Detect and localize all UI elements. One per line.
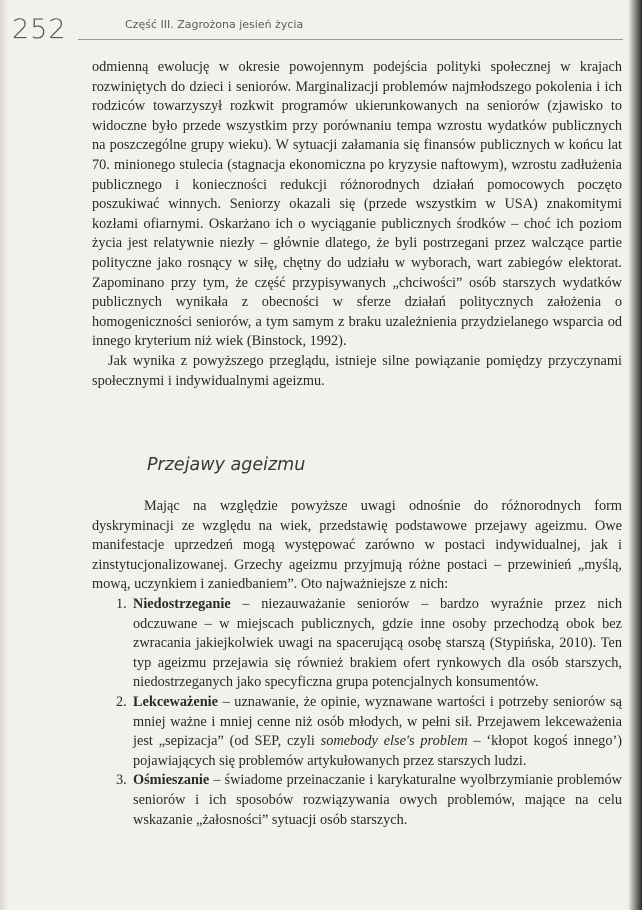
list-item-number: 3. <box>116 772 127 789</box>
list-item-term: Lekceważenie <box>133 693 218 710</box>
header-rule <box>78 39 623 40</box>
list-item-italic-phrase: somebody else's problem <box>320 733 468 750</box>
list-item-term: Ośmieszanie <box>133 772 210 789</box>
page-edge-shade-left <box>0 0 8 910</box>
running-head: Część III. Zagrożona jesień życia <box>125 18 304 31</box>
page-header <box>0 0 642 60</box>
list-item-text: – niezauważanie seniorów – bardzo wyraźnie przez nich odczuwane – w miejscach publicznych, gdzie inne osoby przechodzą obok bez zwracania jakiejkolwiek uwagi na spacerującą osobę starszą (Stypińska, 2010). Ten typ ageizmu przejawia się również brakiem ofert rynkowych dla osób starszych, niedostrzeganych jako specyficzna grupa potencjalnych konsumentów. <box>133 595 622 691</box>
ageism-forms-list <box>92 595 622 830</box>
list-item-number: 2. <box>116 693 127 710</box>
list-item-number: 1. <box>116 595 127 612</box>
page-edge-shadow-right <box>628 0 642 910</box>
paragraph: Jak wynika z powyższego przeglądu, istnieje silne powiązanie pomiędzy przyczynami społecznymi i indywidualnymi ageizmu. <box>92 352 622 389</box>
list-item <box>92 693 622 771</box>
list-item-term: Niedostrzeganie <box>133 595 231 612</box>
section-body <box>92 497 622 830</box>
page-number: 252 <box>12 14 67 45</box>
list-item <box>92 771 622 830</box>
list-item-text: – świadome przeinaczanie i karykaturalne wyolbrzymianie problemów seniorów i ich sposobów rozwiązywania owych problemów, mające na celu wskazanie „żałosności” sytuacji osób starszych. <box>133 772 622 828</box>
paragraph: odmienną ewolucję w okresie powojennym podejścia polityki społecznej w krajach rozwiniętych do dzieci i seniorów. Marginalizacji problemów najmłodszego pokolenia i ich rodziców towarzyszył rozkwit programów ukierunkowanych na seniorów (zjawisko to widoczne było przede wszystkim przy porównaniu tempa wzrostu wydatków publicznych na poszczególne grupy wieku). W sytuacji załamania się finansów publicznych w końcu lat 70. minionego stulecia (stagnacja ekonomiczna po kryzysie naftowym), wzrostu zadłużenia publicznego i konieczności redukcji różnorodnych działań pomocowych poczęto poszukiwać winnych. Seniorzy okazali się (przede wszystkim w USA) znakomitymi kozłami ofiarnymi. Oskarżano ich o wyciąganie publicznych środków – choć ich poziom życia jest relatywnie niezły – głównie dlatego, że byli postrzegani przez walczące partie polityczne jako rosnący w siłę, chętny do udziału w wyborach, wart zabiegów elektorat. Zapominano przy tym, że część przypisywanych „chciwości” osób starszych wydatków publicznych wynikała z obecności w sferze działań politycznych założenia o homogeniczności seniorów, a tym samym z braku uzależnienia przydzielanego wsparcia od innego kryterium niż wiek (Binstock, 1992). <box>92 59 622 350</box>
section-intro-paragraph: Mając na względzie powyższe uwagi odnośnie do różnorodnych form dyskryminacji ze względu na wiek, przedstawię podstawowe przejawy ageizmu. Owe manifestacje uprzedzeń mogą występować zarówno w postaci indywidualnej, jak i zinstytucjonalizowanej. Grzechy ageizmu przyjmują różne postaci – przewinień „myślą, mową, uczynkiem i zaniedbaniem”. Oto najważniejsze z nich: <box>92 498 622 593</box>
section-title: Przejawy ageizmu <box>147 455 306 475</box>
list-item-text: – uznawanie, że opinie, wyznawane wartości i potrzeby seniorów są mniej ważne i mniej cenne niż osób młodych, w pełni sił. Przejawem lekceważenia jest „sepizacja” (od SEP, czyli <box>133 693 622 750</box>
body-text <box>92 58 622 391</box>
list-item <box>92 595 622 693</box>
list-item-text: – ‘kłopot kogoś innego’) pojawiających się problemów artykułowanych przez starszych ludzi. <box>133 733 622 769</box>
